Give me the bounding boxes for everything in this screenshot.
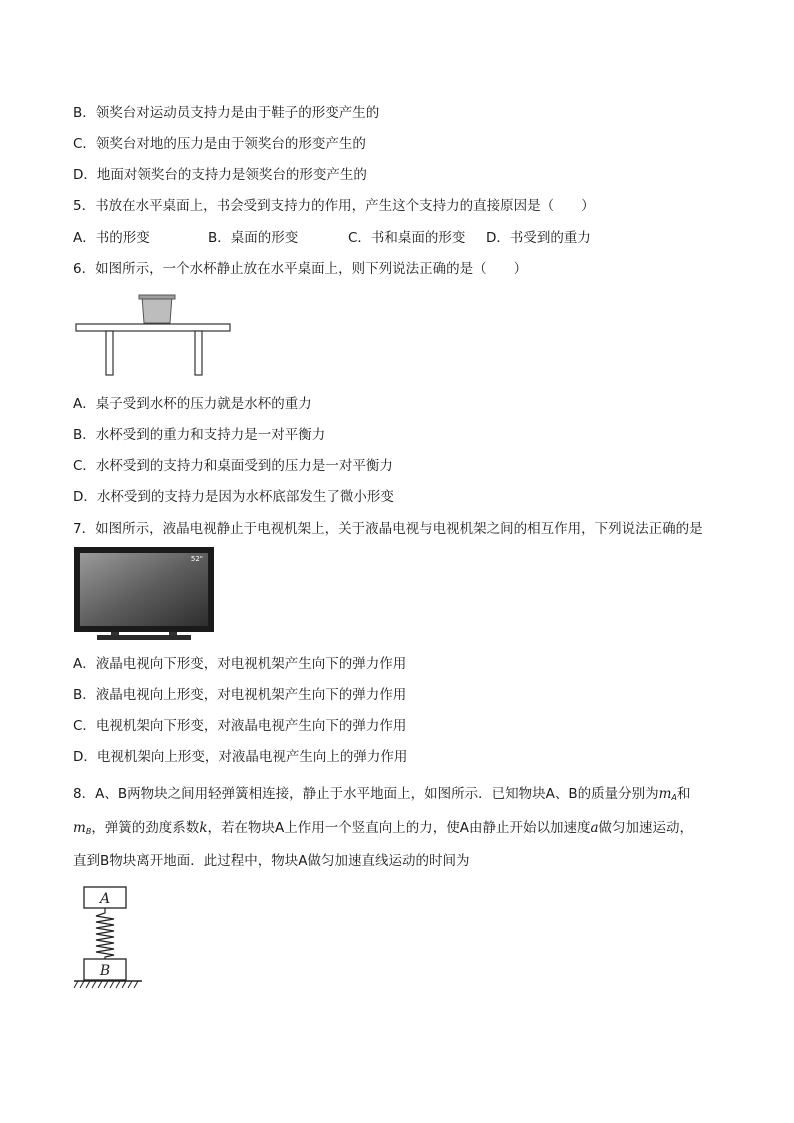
q8-line-2b: ，若在物块A上作用一个竖直向上的力，使A由静止开始以加速度 — [207, 820, 591, 836]
q7-stem: 7．如图所示，液晶电视静止于电视机架上，关于液晶电视与电视机架之间的相互作用，下列说法正确的是 — [73, 521, 703, 537]
q8-line-2c: 做匀加速运动， — [598, 820, 694, 836]
q7-option-a: A．液晶电视向下形变，对电视机架产生向下的弹力作用 — [73, 656, 407, 672]
q4-option-d: D．地面对领奖台的支持力是领奖台的形变产生的 — [73, 167, 367, 183]
q8-spring-blocks-figure — [72, 884, 152, 992]
block-a — [84, 887, 126, 908]
q6-option-a: A．桌子受到水杯的压力就是水杯的重力 — [73, 396, 312, 412]
q8-line-2a: ，弹簧的劲度系数 — [91, 820, 200, 836]
spring-constant-symbol: k — [199, 820, 208, 836]
q6-option-d: D．水杯受到的支持力是因为水杯底部发生了微小形变 — [73, 489, 394, 505]
table-icon — [76, 324, 230, 375]
q8-line-1-text: 8．A、B两物块之间用轻弹簧相连接，静止于水平地面上，如图所示．已知物块A、B的质量分别为 — [73, 786, 659, 802]
q5-option-c: C．书和桌面的形变 — [348, 230, 466, 246]
q8-line-1 — [73, 785, 690, 807]
q4-option-c: C．领奖台对地的压力是由于领奖台的形变产生的 — [73, 136, 366, 152]
q8-and: 和 — [676, 786, 691, 802]
acceleration-symbol: a — [590, 820, 599, 836]
q8-line-3: 直到B物块离开地面．此过程中，物块A做匀加速直线运动的时间为 — [73, 853, 470, 869]
q7-option-c: C．电视机架向下形变，对液晶电视产生向下的弹力作用 — [73, 718, 407, 734]
block-a-label: A — [99, 891, 111, 907]
q6-option-c: C．水杯受到的支持力和桌面受到的压力是一对平衡力 — [73, 458, 393, 474]
tv-size-label: 52" — [190, 555, 203, 563]
q7-option-b: B．液晶电视向上形变，对电视机架产生向下的弹力作用 — [73, 687, 407, 703]
block-b-label: B — [99, 963, 111, 979]
q5-option-a: A．书的形变 — [73, 230, 150, 246]
q7-tv-figure — [73, 546, 215, 642]
q6-option-b: B．水杯受到的重力和支持力是一对平衡力 — [73, 427, 326, 443]
cup-icon — [139, 295, 175, 323]
q5-option-d: D．书受到的重力 — [486, 230, 591, 246]
q5-stem: 5．书放在水平桌面上，书会受到支持力的作用，产生这个支持力的直接原因是（ ） — [73, 198, 595, 214]
mass-a-symbol: m — [658, 786, 672, 802]
spring-icon — [96, 908, 114, 959]
mass-a-subscript: A — [671, 793, 677, 802]
q5-options-row — [73, 229, 591, 247]
block-b — [84, 959, 126, 980]
q6-table-cup-figure — [74, 291, 234, 377]
ground-hatch-icon — [74, 981, 142, 988]
mass-b-symbol: m — [73, 820, 86, 836]
q7-option-d: D．电视机架向上形变，对液晶电视产生向上的弹力作用 — [73, 749, 408, 765]
tv-icon — [74, 547, 214, 632]
mass-b-subscript: B — [85, 827, 92, 836]
q6-stem: 6．如图所示，一个水杯静止放在水平桌面上，则下列说法正确的是（ ） — [73, 261, 528, 277]
q5-option-b: B．桌面的形变 — [208, 230, 299, 246]
q4-option-b: B．领奖台对运动员支持力是由于鞋子的形变产生的 — [73, 105, 380, 121]
q8-line-2 — [73, 819, 693, 841]
tv-stand-icon — [97, 632, 191, 640]
